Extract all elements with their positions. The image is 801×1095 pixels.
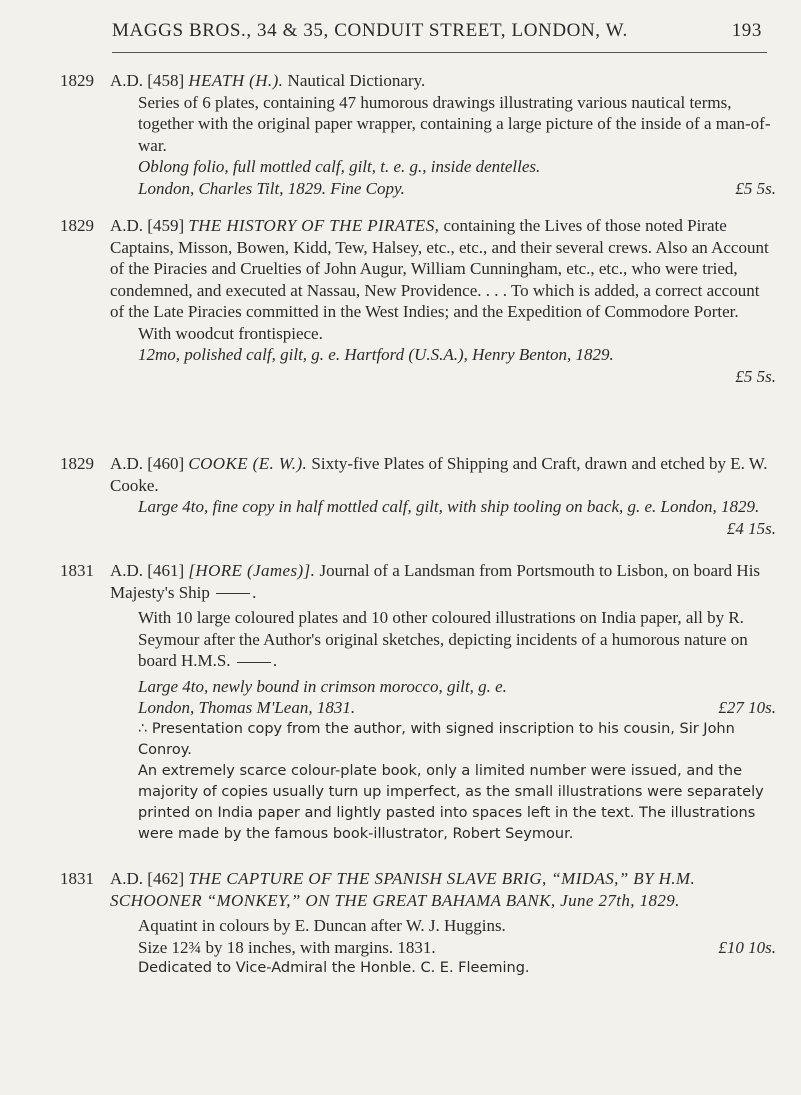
page-number: 193: [731, 20, 762, 41]
entry-format: Large 4to, newly bound in crimson morocco, gilt, g. e.: [138, 676, 507, 696]
entry-description: With 10 large coloured plates and 10 other coloured illustrations on India paper, all by R. Seymour after the Author's original sketches, depicting incidents of a humorous nature on board H.M.S. .: [138, 608, 748, 670]
entry-author: [HORE (James)].: [188, 561, 316, 580]
entry-format: Large 4to, fine copy in half mottled calf, gilt, with ship tooling on back, g. e. London, 1829.: [138, 497, 760, 516]
entry-heading: A.D. [461] [HORE (James)]. Journal of a Landsman from Portsmouth to Lisbon, on board His Majesty's Ship .: [110, 561, 761, 602]
entry-number: A.D. [461]: [110, 561, 185, 580]
entry-format-row: [110, 937, 776, 959]
entry-heading: [110, 215, 776, 323]
entry-price: £4 15s.: [726, 518, 776, 538]
header-title: MAGGS BROS., 34 & 35, CONDUIT STREET, LONDON, W.: [112, 20, 628, 41]
entry-format: Oblong folio, full mottled calf, gilt, t. e. g., inside dentelles.: [138, 157, 541, 176]
catalogue-entry-461: [60, 560, 776, 845]
entry-title: THE CAPTURE OF THE SPANISH SLAVE BRIG, “MIDAS,” BY H.M. SCHOONER “MONKEY,” ON THE GREAT BAHAMA BANK, June 27th, 1829.: [110, 869, 696, 910]
entry-description: Aquatint in colours by E. Duncan after W. J. Huggins.: [138, 916, 506, 935]
entry-description-text: With 10 large coloured plates and 10 other coloured illustrations on India paper, all by R. Seymour after the Author's original sketches, depicting incidents of a humorous nature on board H.M.S.: [138, 608, 748, 670]
entry-price: £10 10s.: [718, 937, 776, 957]
entry-imprint: London, Charles Tilt, 1829. Fine Copy.: [138, 178, 405, 198]
entry-description: Series of 6 plates, containing 47 humorous drawings illustrating various nautical terms, together with the original paper wrapper, containing a large picture of the inside of a man-of-war.: [138, 92, 771, 155]
entry-imprint-row: [110, 178, 776, 200]
entry-year: 1829: [60, 216, 94, 235]
entry-price: £5 5s.: [735, 178, 776, 198]
entry-heading: [110, 868, 776, 911]
page-header: [112, 20, 762, 42]
entry-imprint: London, Thomas M'Lean, 1831.: [138, 698, 356, 717]
entry-author: HEATH (H.).: [188, 71, 284, 90]
entry-title: Journal of a Landsman from Portsmouth to Lisbon, on board His Majesty's Ship: [110, 561, 761, 602]
entry-number: A.D. [462]: [110, 869, 185, 888]
entry-number: A.D. [459]: [110, 216, 185, 235]
entry-price: £5 5s.: [735, 366, 776, 386]
entry-format: Size 12¾ by 18 inches, with margins. 1831.: [138, 937, 436, 957]
ship-name-dash: [237, 662, 271, 663]
entry-title: Sixty-five Plates of Shipping and Craft, drawn and etched by E. W. Cooke.: [110, 454, 768, 495]
entry-format: 12mo, polished calf, gilt, g. e. Hartford (U.S.A.), Henry Benton, 1829.: [138, 345, 614, 364]
catalogue-entry-460: [60, 453, 776, 539]
header-rule: [112, 52, 767, 53]
entry-number: A.D. [460]: [110, 454, 185, 473]
entry-title: containing the Lives of those noted Pirate Captains, Misson, Bowen, Kidd, Tew, Halsey, etc., etc., and their several crews. Also an Account of the Piracies and Cruelties of John Augur, William Cunningham, etc., etc., who were tried, condemned, and executed at Nassau, New Providence. . . . To which is added, a correct account of the Late Piracies committed in the West Indies; and the Expedition of Commodore Porter.: [110, 216, 769, 321]
entry-number: A.D. [458]: [110, 71, 185, 90]
catalogue-entry-459: [60, 215, 776, 387]
entry-heading: [110, 453, 776, 496]
entry-note-scarcity: An extremely scarce colour-plate book, only a limited number were issued, and the majority of copies usually turn up imperfect, as the small illustrations were separately printed on India paper and lightly pasted into spaces left in the text. The illustrations were made by the famous book-illustrator, Robert Seymour.: [138, 762, 764, 842]
entry-description: With woodcut frontispiece.: [138, 323, 323, 343]
entry-year: 1831: [60, 869, 94, 888]
catalogue-entry-462: [60, 868, 776, 979]
entry-year: 1831: [60, 561, 94, 580]
catalogue-entry-458: [60, 70, 776, 199]
entry-heading: [110, 70, 776, 92]
entry-year: 1829: [60, 71, 94, 90]
entry-author: THE HISTORY OF THE PIRATES,: [188, 216, 440, 235]
entry-author: COOKE (E. W.).: [188, 454, 308, 473]
entry-note-presentation: ∴ Presentation copy from the author, with signed inscription to his cousin, Sir John Conroy.: [138, 720, 735, 758]
ship-name-dash: [216, 593, 250, 594]
entry-price: £27 10s.: [718, 698, 776, 717]
entry-year: 1829: [60, 454, 94, 473]
entry-note-dedication: Dedicated to Vice-Admiral the Honble. C. E. Fleeming.: [138, 960, 530, 976]
entry-title: Nautical Dictionary.: [287, 71, 426, 90]
entry-imprint-row: [110, 697, 776, 719]
